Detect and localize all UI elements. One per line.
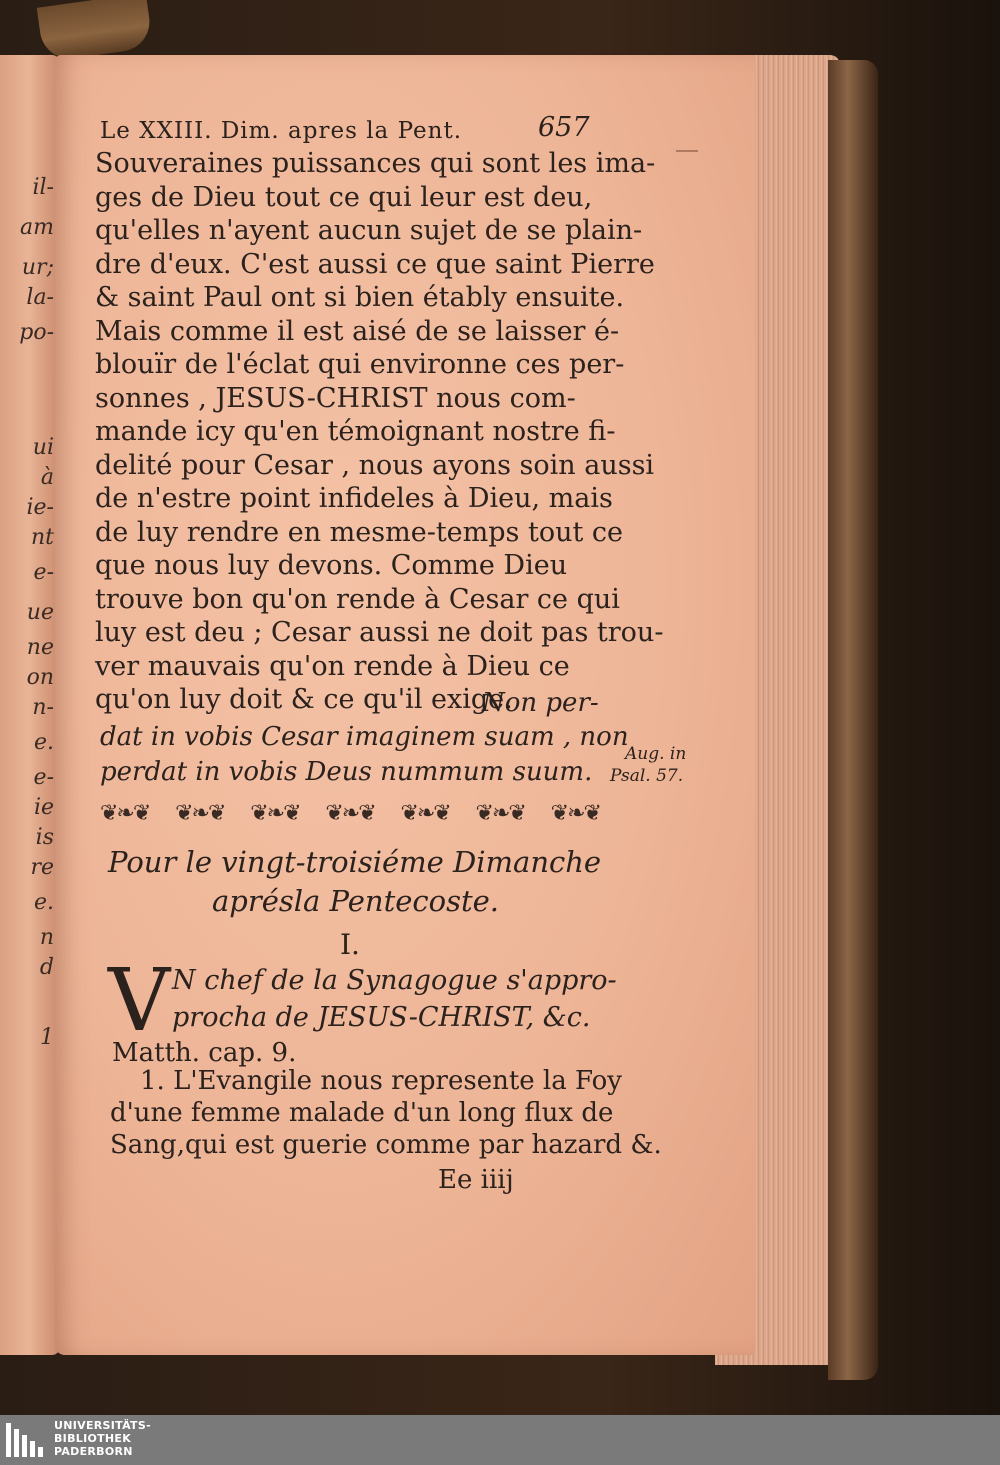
left-page-fragment: n- bbox=[32, 695, 54, 720]
body-line: blouïr de l'éclat qui environne ces per- bbox=[95, 349, 625, 380]
library-logo-icon bbox=[6, 1423, 44, 1457]
left-page-fragment: n bbox=[39, 925, 54, 950]
left-page-fragment: is bbox=[35, 825, 54, 850]
body-line: que nous luy devons. Comme Dieu bbox=[95, 550, 568, 581]
fleuron-icon: ❦❧❦ bbox=[550, 800, 600, 826]
body-line: trouve bon qu'on rende à Cesar ce qui bbox=[95, 583, 620, 615]
left-page-fragment: on bbox=[26, 665, 54, 690]
left-page-fragment: po- bbox=[19, 320, 54, 345]
paragraph-line: d'une femme malade d'un long flux de bbox=[110, 1098, 614, 1128]
fleuron-icon: ❦❧❦ bbox=[250, 800, 300, 826]
latin-quote-line: dat in vobis Cesar imaginem suam , non bbox=[100, 722, 629, 752]
margin-note-line: Psal. 57. bbox=[610, 766, 684, 786]
drop-cap: V bbox=[108, 951, 171, 1051]
running-title: Le XXIII. Dim. apres la Pent. bbox=[100, 118, 463, 144]
left-page-fragment: la- bbox=[26, 285, 54, 310]
book-cover bbox=[828, 60, 878, 1380]
latin-quote-start: Non per- bbox=[482, 688, 599, 718]
left-page-fragment: ie bbox=[33, 795, 54, 820]
left-page-fragment: re bbox=[30, 855, 54, 880]
section-title-line: aprésla Pentecoste. bbox=[212, 884, 500, 918]
left-page-fragment: e- bbox=[33, 560, 54, 585]
fleuron-icon: ❦❧❦ bbox=[175, 800, 225, 826]
margin-rule bbox=[676, 150, 698, 152]
body-line: sonnes , JESUS-CHRIST nous com- bbox=[95, 382, 576, 414]
gospel-line: procha de JESUS-CHRIST, &c. bbox=[172, 1002, 591, 1033]
body-line: Mais comme il est aisé de se laisser é- bbox=[95, 315, 620, 347]
body-line: de n'estre point infideles à Dieu, mais bbox=[95, 483, 613, 514]
left-page-fragment: 1 bbox=[40, 1025, 54, 1050]
paragraph-line: Sang,qui est guerie comme par hazard &. bbox=[110, 1130, 662, 1160]
left-page-fragment: am bbox=[20, 215, 54, 240]
body-line: dre d'eux. C'est aussi ce que saint Pierre bbox=[95, 248, 655, 280]
left-page-fragment: ue bbox=[26, 600, 54, 625]
left-page-fragment: ie- bbox=[26, 495, 54, 520]
body-line: ver mauvais qu'on rende à Dieu ce bbox=[95, 650, 570, 682]
citation: Matth. cap. 9. bbox=[112, 1038, 297, 1068]
page-number: 657 bbox=[538, 112, 590, 143]
body-line: qu'elles n'ayent aucun sujet de se plain- bbox=[95, 215, 643, 246]
body-line: luy est deu ; Cesar aussi ne doit pas trou- bbox=[95, 617, 664, 648]
section-number: I. bbox=[340, 928, 360, 961]
paragraph-line: 1. L'Evangile nous represente la Foy bbox=[140, 1066, 622, 1096]
left-page-fragment: ur; bbox=[21, 255, 54, 280]
library-name-line: PADERBORN bbox=[54, 1445, 133, 1458]
left-page-fragment: ui bbox=[32, 435, 54, 460]
body-line: de luy rendre en mesme-temps tout ce bbox=[95, 516, 624, 548]
library-name-line: UNIVERSITÄTS- bbox=[54, 1419, 151, 1432]
library-footer bbox=[0, 1415, 1000, 1465]
ornament-band bbox=[100, 798, 600, 828]
section-title-line: Pour le vingt-troisiéme Dimanche bbox=[108, 845, 602, 879]
left-page bbox=[0, 55, 60, 1355]
gospel-line: N chef de la Synagogue s'appro- bbox=[172, 965, 617, 996]
left-page-fragment: d bbox=[39, 955, 54, 980]
left-page-fragment: à bbox=[40, 465, 54, 490]
body-line: ges de Dieu tout ce qui leur est deu, bbox=[95, 181, 593, 213]
library-name bbox=[54, 1419, 151, 1458]
fleuron-icon: ❦❧❦ bbox=[100, 800, 150, 826]
left-page-fragment: il- bbox=[32, 175, 54, 200]
left-page-fragment: e. bbox=[33, 890, 54, 915]
left-page-fragment: e- bbox=[33, 765, 54, 790]
latin-quote-line: perdat in vobis Deus nummum suum. bbox=[100, 757, 593, 787]
fleuron-icon: ❦❧❦ bbox=[475, 800, 525, 826]
body-line: & saint Paul ont si bien étably ensuite. bbox=[95, 282, 625, 313]
left-page-fragment: ne bbox=[26, 635, 54, 660]
body-line: Souveraines puissances qui sont les ima- bbox=[95, 148, 656, 179]
left-page-fragment: nt bbox=[30, 525, 54, 550]
margin-note-line: Aug. in bbox=[625, 744, 687, 764]
signature-mark: Ee iiij bbox=[438, 1165, 514, 1195]
binding-strap bbox=[37, 0, 154, 62]
fleuron-icon: ❦❧❦ bbox=[325, 800, 375, 826]
body-line: qu'on luy doit & ce qu'il exige. bbox=[95, 684, 513, 715]
library-name-line: BIBLIOTHEK bbox=[54, 1432, 132, 1445]
body-line: delité pour Cesar , nous ayons soin aussi bbox=[95, 449, 655, 481]
body-line: mande icy qu'en témoignant nostre fi- bbox=[95, 416, 616, 447]
fleuron-icon: ❦❧❦ bbox=[400, 800, 450, 826]
left-page-fragment: e. bbox=[33, 730, 54, 755]
